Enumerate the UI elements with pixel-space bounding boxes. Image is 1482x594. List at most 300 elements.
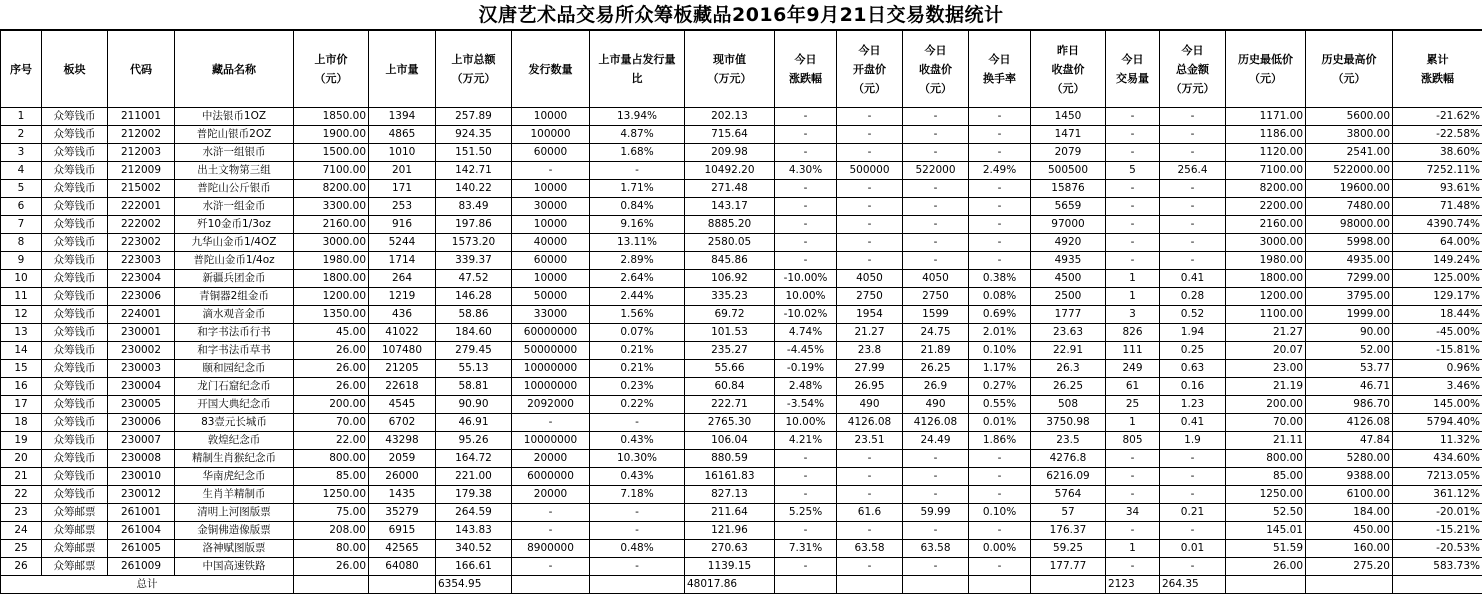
column-header-line: 板块 — [44, 60, 105, 79]
table-cell: - — [903, 558, 969, 576]
table-cell: 4.74% — [775, 324, 837, 342]
table-cell: 23.00 — [1226, 360, 1306, 378]
table-cell: 和字书法币草书 — [175, 342, 294, 360]
table-cell: 1010 — [369, 144, 436, 162]
table-cell: - — [1106, 252, 1160, 270]
table-cell: - — [775, 144, 837, 162]
table-cell: - — [775, 126, 837, 144]
table-cell: 121.96 — [685, 522, 775, 540]
table-cell: 340.52 — [436, 540, 512, 558]
table-cell: 23.8 — [837, 342, 903, 360]
table-cell: 10000000 — [512, 360, 590, 378]
page-title: 汉唐艺术品交易所众筹板藏品2016年9月21日交易数据统计 — [0, 0, 1482, 30]
table-cell: 10000 — [512, 270, 590, 288]
table-cell: 5794.40% — [1393, 414, 1482, 432]
table-cell: 805 — [1106, 432, 1160, 450]
column-header — [42, 31, 108, 108]
table-cell: 15 — [1, 360, 42, 378]
table-cell: 6 — [1, 198, 42, 216]
table-cell: 敦煌纪念币 — [175, 432, 294, 450]
column-header-line: 历史最高价 — [1308, 50, 1390, 69]
table-cell: 众筹钱币 — [42, 162, 108, 180]
table-cell: 1394 — [369, 108, 436, 126]
table-cell: - — [903, 252, 969, 270]
table-cell: 53.77 — [1306, 360, 1393, 378]
table-cell: - — [1160, 450, 1226, 468]
table-cell: 0.55% — [969, 396, 1031, 414]
table-cell: - — [775, 108, 837, 126]
table-cell: 212003 — [108, 144, 175, 162]
column-header-line: （万元） — [687, 69, 772, 88]
table-cell: 10 — [1, 270, 42, 288]
table-cell: - — [837, 252, 903, 270]
table-cell: 18 — [1, 414, 42, 432]
table-row — [1, 558, 1482, 576]
table-cell: 202.13 — [685, 108, 775, 126]
table-cell: 145.00% — [1393, 396, 1482, 414]
table-cell: 522000 — [903, 162, 969, 180]
table-cell: - — [903, 180, 969, 198]
table-cell: - — [837, 180, 903, 198]
table-cell: 4865 — [369, 126, 436, 144]
table-cell: 42565 — [369, 540, 436, 558]
table-cell: 149.24% — [1393, 252, 1482, 270]
table-cell: 224001 — [108, 306, 175, 324]
table-cell: 22.91 — [1031, 342, 1106, 360]
table-cell: 1250.00 — [294, 486, 369, 504]
table-cell: 916 — [369, 216, 436, 234]
table-cell: 160.00 — [1306, 540, 1393, 558]
table-cell: - — [775, 234, 837, 252]
table-cell: 106.92 — [685, 270, 775, 288]
table-cell: 4126.08 — [903, 414, 969, 432]
table-cell: 61 — [1106, 378, 1160, 396]
table-cell: 223003 — [108, 252, 175, 270]
table-cell: 201 — [369, 162, 436, 180]
table-cell: - — [1160, 234, 1226, 252]
column-header-line: 代码 — [110, 60, 172, 79]
table-cell: 1219 — [369, 288, 436, 306]
table-cell: 龙门石窟纪念币 — [175, 378, 294, 396]
table-cell: 142.71 — [436, 162, 512, 180]
table-cell: 508 — [1031, 396, 1106, 414]
table-cell: 20000 — [512, 450, 590, 468]
table-cell: - — [1160, 216, 1226, 234]
table-cell: 2541.00 — [1306, 144, 1393, 162]
table-cell: 146.28 — [436, 288, 512, 306]
column-header-line: 比 — [592, 69, 682, 88]
table-cell: 歼10金币1/3oz — [175, 216, 294, 234]
table-cell: 197.86 — [436, 216, 512, 234]
table-cell: - — [1160, 126, 1226, 144]
table-cell: 10.00% — [775, 288, 837, 306]
table-cell: 4545 — [369, 396, 436, 414]
table-cell: 中国高速铁路 — [175, 558, 294, 576]
table-cell: - — [1106, 144, 1160, 162]
table-cell: 223004 — [108, 270, 175, 288]
table-cell: 5244 — [369, 234, 436, 252]
table-cell: 洛神赋图版票 — [175, 540, 294, 558]
table-cell: 0.27% — [969, 378, 1031, 396]
table-cell: 0.10% — [969, 504, 1031, 522]
table-cell: - — [775, 216, 837, 234]
table-cell: 1800.00 — [1226, 270, 1306, 288]
table-cell: 2.01% — [969, 324, 1031, 342]
table-cell: 5600.00 — [1306, 108, 1393, 126]
total-amount: 264.35 — [1160, 576, 1226, 594]
table-cell: 众筹邮票 — [42, 540, 108, 558]
table-cell: - — [590, 558, 685, 576]
table-cell: 20000 — [512, 486, 590, 504]
table-cell: 1 — [1106, 288, 1160, 306]
table-cell: 10492.20 — [685, 162, 775, 180]
table-cell: 5 — [1, 180, 42, 198]
table-cell: - — [969, 450, 1031, 468]
table-cell: - — [1160, 522, 1226, 540]
table-cell: 3 — [1106, 306, 1160, 324]
table-cell: 200.00 — [1226, 396, 1306, 414]
table-cell: 166.61 — [436, 558, 512, 576]
table-cell: 522000.00 — [1306, 162, 1393, 180]
table-cell: -20.01% — [1393, 504, 1482, 522]
column-header-line: （万元） — [438, 69, 509, 88]
table-cell: 众筹钱币 — [42, 396, 108, 414]
table-cell: 众筹钱币 — [42, 270, 108, 288]
column-header-line: 上市总额 — [438, 50, 509, 69]
table-cell: 60000 — [512, 144, 590, 162]
table-cell: 1250.00 — [1226, 486, 1306, 504]
table-cell: - — [775, 558, 837, 576]
table-cell: 10.00% — [775, 414, 837, 432]
table-cell: - — [1106, 198, 1160, 216]
table-row — [1, 468, 1482, 486]
table-cell: 0.84% — [590, 198, 685, 216]
table-cell: 20 — [1, 450, 42, 468]
table-cell: 279.45 — [436, 342, 512, 360]
table-cell: 1850.00 — [294, 108, 369, 126]
table-cell: - — [969, 180, 1031, 198]
table-cell: - — [1106, 216, 1160, 234]
table-cell: 17 — [1, 396, 42, 414]
column-header-line: 发行数量 — [514, 60, 587, 79]
table-cell: 1350.00 — [294, 306, 369, 324]
table-cell: - — [1106, 522, 1160, 540]
table-cell: - — [969, 108, 1031, 126]
table-cell: - — [969, 522, 1031, 540]
table-cell: 5659 — [1031, 198, 1106, 216]
table-cell: 57 — [1031, 504, 1106, 522]
table-row — [1, 522, 1482, 540]
table-cell: - — [512, 162, 590, 180]
table-cell: 271.48 — [685, 180, 775, 198]
table-cell: 256.4 — [1160, 162, 1226, 180]
column-header — [175, 31, 294, 108]
table-cell: 184.00 — [1306, 504, 1393, 522]
table-cell: 257.89 — [436, 108, 512, 126]
table-cell: 10.30% — [590, 450, 685, 468]
table-cell: 40000 — [512, 234, 590, 252]
table-cell: 230005 — [108, 396, 175, 414]
total-row — [1, 576, 1482, 594]
column-header-line: 现市值 — [687, 50, 772, 69]
table-cell: 众筹钱币 — [42, 216, 108, 234]
table-cell: - — [969, 486, 1031, 504]
table-cell: 1573.20 — [436, 234, 512, 252]
table-row — [1, 234, 1482, 252]
table-cell: 开国大典纪念币 — [175, 396, 294, 414]
table-cell: 10000 — [512, 108, 590, 126]
table-cell: 16161.83 — [685, 468, 775, 486]
table-cell: - — [512, 504, 590, 522]
table-cell: 1 — [1106, 414, 1160, 432]
table-cell: 230008 — [108, 450, 175, 468]
table-cell: 0.16 — [1160, 378, 1226, 396]
table-cell: 70.00 — [1226, 414, 1306, 432]
table-cell: 23.5 — [1031, 432, 1106, 450]
table-cell: -20.53% — [1393, 540, 1482, 558]
table-cell: 4276.8 — [1031, 450, 1106, 468]
table-cell: 26.95 — [837, 378, 903, 396]
column-header-line: 历史最低价 — [1228, 50, 1303, 69]
table-cell: 2.48% — [775, 378, 837, 396]
table-cell: 众筹钱币 — [42, 306, 108, 324]
table-cell: 8200.00 — [1226, 180, 1306, 198]
table-cell: 众筹钱币 — [42, 414, 108, 432]
table-cell: 15876 — [1031, 180, 1106, 198]
table-cell: 4126.08 — [1306, 414, 1393, 432]
table-cell: 7252.11% — [1393, 162, 1482, 180]
column-header-line: （元） — [1033, 79, 1103, 98]
column-header-line: 累计 — [1395, 50, 1480, 69]
table-cell: 生肖羊精制币 — [175, 486, 294, 504]
column-header-line: （元） — [839, 79, 900, 98]
table-cell: - — [903, 198, 969, 216]
table-cell: 145.01 — [1226, 522, 1306, 540]
table-cell: 16 — [1, 378, 42, 396]
table-cell: 0.10% — [969, 342, 1031, 360]
table-cell: 5998.00 — [1306, 234, 1393, 252]
table-cell: 3000.00 — [294, 234, 369, 252]
table-row — [1, 288, 1482, 306]
table-cell: 4.21% — [775, 432, 837, 450]
table-cell: 1777 — [1031, 306, 1106, 324]
table-cell: 230004 — [108, 378, 175, 396]
table-row — [1, 324, 1482, 342]
table-cell: 0.23% — [590, 378, 685, 396]
table-cell: 8 — [1, 234, 42, 252]
column-header — [1306, 31, 1393, 108]
table-cell: - — [837, 468, 903, 486]
table-cell: 71.48% — [1393, 198, 1482, 216]
table-cell: 0.38% — [969, 270, 1031, 288]
table-cell: 826 — [1106, 324, 1160, 342]
table-cell: 1.94 — [1160, 324, 1226, 342]
table-cell: 中法银币1OZ — [175, 108, 294, 126]
table-cell: - — [969, 558, 1031, 576]
table-cell: 63.58 — [903, 540, 969, 558]
table-cell: - — [969, 144, 1031, 162]
table-cell: 3300.00 — [294, 198, 369, 216]
table-cell: 26000 — [369, 468, 436, 486]
table-cell: 98000.00 — [1306, 216, 1393, 234]
table-cell: 230001 — [108, 324, 175, 342]
table-cell: 35279 — [369, 504, 436, 522]
table-cell: 25 — [1106, 396, 1160, 414]
column-header-line: 换手率 — [971, 69, 1028, 88]
table-cell: 1171.00 — [1226, 108, 1306, 126]
table-cell: 34 — [1106, 504, 1160, 522]
column-header — [436, 31, 512, 108]
table-cell: 1980.00 — [1226, 252, 1306, 270]
table-cell: - — [1160, 144, 1226, 162]
table-cell: 30000 — [512, 198, 590, 216]
table-cell: 2580.05 — [685, 234, 775, 252]
table-cell: 0.52 — [1160, 306, 1226, 324]
table-cell: 90.00 — [1306, 324, 1393, 342]
table-cell: - — [590, 522, 685, 540]
column-header-line: 涨跌幅 — [777, 69, 834, 88]
table-cell: 11 — [1, 288, 42, 306]
table-cell: 1.68% — [590, 144, 685, 162]
table-cell: - — [512, 558, 590, 576]
table-cell: 10000 — [512, 180, 590, 198]
table-cell: 208.00 — [294, 522, 369, 540]
table-cell: 众筹钱币 — [42, 234, 108, 252]
table-cell: 金铜佛造像版票 — [175, 522, 294, 540]
table-cell: -10.00% — [775, 270, 837, 288]
table-cell: 2.44% — [590, 288, 685, 306]
table-cell: 0.07% — [590, 324, 685, 342]
table-cell: 50000 — [512, 288, 590, 306]
table-cell: 5 — [1106, 162, 1160, 180]
column-header — [1031, 31, 1106, 108]
table-cell: 4390.74% — [1393, 216, 1482, 234]
table-row — [1, 378, 1482, 396]
table-cell: 69.72 — [685, 306, 775, 324]
table-cell: 64.00% — [1393, 234, 1482, 252]
table-cell: 26.00 — [1226, 558, 1306, 576]
table-cell: 111 — [1106, 342, 1160, 360]
column-header — [590, 31, 685, 108]
table-row — [1, 162, 1482, 180]
table-cell: 22618 — [369, 378, 436, 396]
table-cell: 212009 — [108, 162, 175, 180]
table-cell: 9.16% — [590, 216, 685, 234]
table-cell: 4126.08 — [837, 414, 903, 432]
table-cell: 2160.00 — [1226, 216, 1306, 234]
table-cell: 0.08% — [969, 288, 1031, 306]
table-cell: - — [969, 468, 1031, 486]
table-cell: 3795.00 — [1306, 288, 1393, 306]
table-header-row — [1, 31, 1482, 108]
table-cell: 125.00% — [1393, 270, 1482, 288]
table-row — [1, 342, 1482, 360]
table-cell: 水浒一组金币 — [175, 198, 294, 216]
table-cell: 众筹钱币 — [42, 432, 108, 450]
table-cell: 24.75 — [903, 324, 969, 342]
table-cell: - — [512, 522, 590, 540]
table-cell: 众筹邮票 — [42, 504, 108, 522]
table-cell: 60000 — [512, 252, 590, 270]
table-cell: 1954 — [837, 306, 903, 324]
table-cell: -15.81% — [1393, 342, 1482, 360]
table-row — [1, 432, 1482, 450]
table-cell: 222002 — [108, 216, 175, 234]
table-cell: 7.18% — [590, 486, 685, 504]
table-cell: 6915 — [369, 522, 436, 540]
table-cell: - — [1160, 252, 1226, 270]
table-cell: 58.81 — [436, 378, 512, 396]
table-row — [1, 396, 1482, 414]
table-cell: 0.21% — [590, 360, 685, 378]
table-cell: 众筹钱币 — [42, 252, 108, 270]
table-cell: 26.3 — [1031, 360, 1106, 378]
table-cell: 3800.00 — [1306, 126, 1393, 144]
table-cell: - — [590, 162, 685, 180]
table-cell: 21.11 — [1226, 432, 1306, 450]
table-cell: - — [903, 522, 969, 540]
table-cell: 184.60 — [436, 324, 512, 342]
table-cell: 85.00 — [1226, 468, 1306, 486]
table-cell: 986.70 — [1306, 396, 1393, 414]
table-cell: 261005 — [108, 540, 175, 558]
table-cell: - — [903, 468, 969, 486]
table-cell: 13.11% — [590, 234, 685, 252]
table-cell: 800.00 — [294, 450, 369, 468]
table-cell: - — [903, 234, 969, 252]
table-cell: 众筹邮票 — [42, 558, 108, 576]
column-header — [969, 31, 1031, 108]
table-cell: 222.71 — [685, 396, 775, 414]
table-cell: 261004 — [108, 522, 175, 540]
total-market-value: 48017.86 — [685, 576, 775, 594]
table-cell: - — [837, 216, 903, 234]
table-cell: 0.43% — [590, 432, 685, 450]
table-cell: 4050 — [903, 270, 969, 288]
table-cell: 18.44% — [1393, 306, 1482, 324]
table-cell: 21.89 — [903, 342, 969, 360]
table-cell: 490 — [903, 396, 969, 414]
table-cell: 106.04 — [685, 432, 775, 450]
table-cell: 众筹邮票 — [42, 522, 108, 540]
table-cell: 1 — [1, 108, 42, 126]
table-cell: 75.00 — [294, 504, 369, 522]
table-cell: - — [969, 252, 1031, 270]
table-cell: - — [969, 198, 1031, 216]
table-cell: 222001 — [108, 198, 175, 216]
table-cell: 200.00 — [294, 396, 369, 414]
table-cell: 26.25 — [903, 360, 969, 378]
table-cell: -45.00% — [1393, 324, 1482, 342]
table-cell: 33000 — [512, 306, 590, 324]
table-cell: - — [1106, 180, 1160, 198]
table-cell: 490 — [837, 396, 903, 414]
table-cell: 223002 — [108, 234, 175, 252]
table-cell: 0.63 — [1160, 360, 1226, 378]
table-cell: - — [837, 558, 903, 576]
table-cell: - — [1106, 126, 1160, 144]
table-cell: 70.00 — [294, 414, 369, 432]
table-cell: 58.86 — [436, 306, 512, 324]
table-cell: 26.9 — [903, 378, 969, 396]
column-header-line: 上市量占发行量 — [592, 50, 682, 69]
table-cell: -3.54% — [775, 396, 837, 414]
table-row — [1, 414, 1482, 432]
table-cell: - — [590, 504, 685, 522]
table-cell: 97000 — [1031, 216, 1106, 234]
table-cell: - — [1160, 180, 1226, 198]
table-cell: 27.99 — [837, 360, 903, 378]
